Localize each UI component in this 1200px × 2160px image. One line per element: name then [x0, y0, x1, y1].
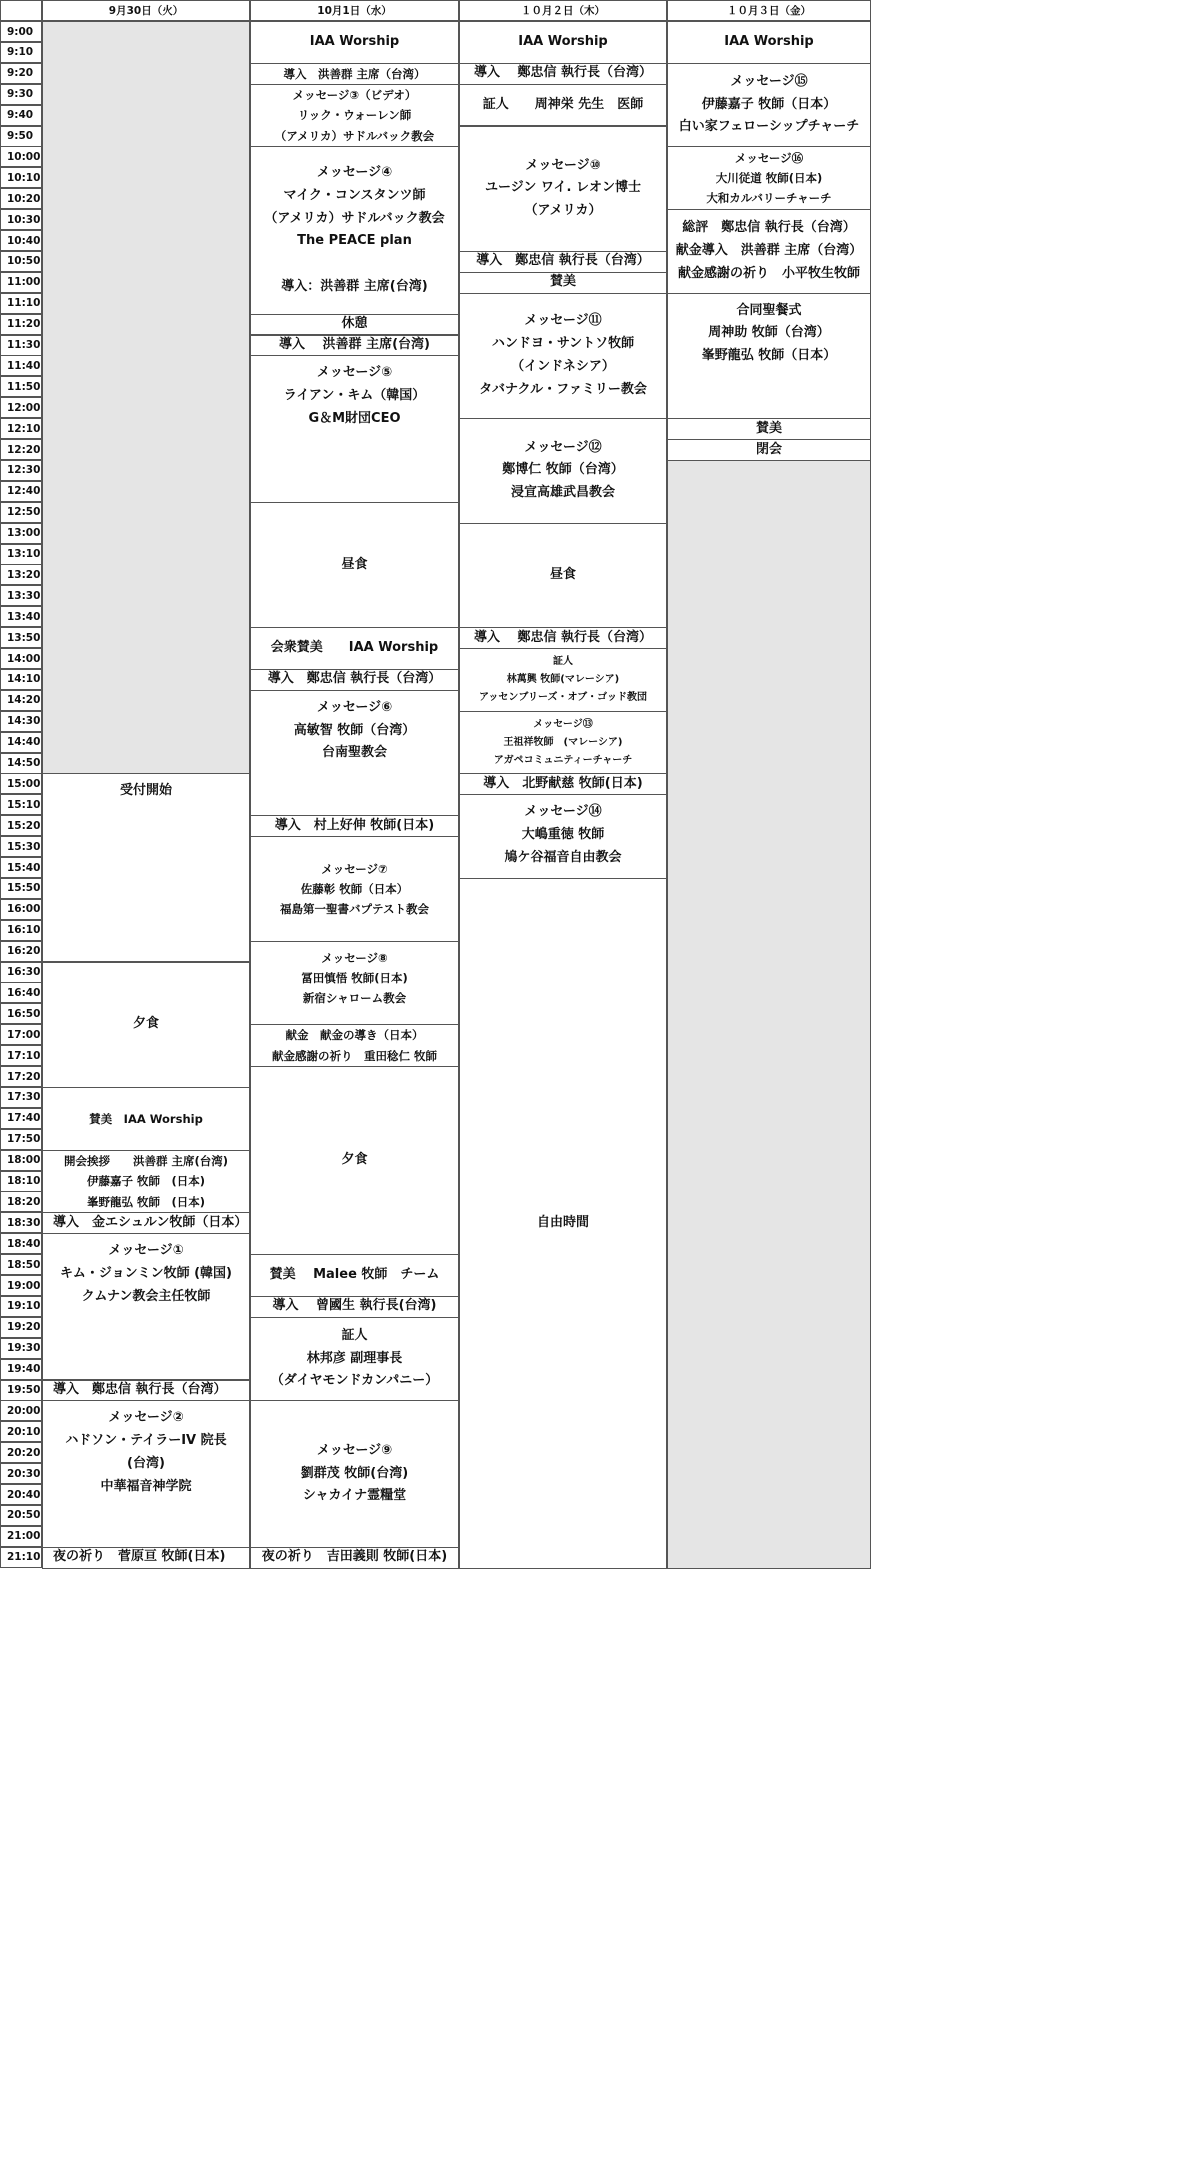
event-line: 証人 — [341, 1327, 368, 1343]
event-line: IAA Worship — [724, 34, 814, 50]
event-line: シャカイナ霊糧堂 — [302, 1488, 407, 1504]
event-line: 台南聖教会 — [321, 745, 387, 761]
schedule-event — [459, 84, 667, 127]
time-label: 9:20 — [0, 63, 42, 84]
event-line: メッセージ② — [108, 1410, 184, 1426]
time-label: 17:50 — [0, 1129, 42, 1150]
time-label: 14:10 — [0, 669, 42, 690]
event-line: 鳩ケ谷福音自由教会 — [504, 849, 622, 865]
time-label: 14:30 — [0, 711, 42, 732]
time-label: 21:00 — [0, 1526, 42, 1547]
schedule-event — [459, 272, 667, 294]
schedule-event — [250, 502, 459, 628]
schedule-event — [250, 84, 459, 148]
schedule-event — [459, 63, 667, 85]
event-line: メッセージ⑤ — [316, 365, 393, 381]
time-label: 15:10 — [0, 794, 42, 815]
time-label: 18:00 — [0, 1150, 42, 1171]
schedule-event — [250, 335, 459, 357]
time-label: 19:10 — [0, 1296, 42, 1317]
schedule-event — [667, 21, 871, 64]
day-header: 10月1日（水） — [250, 0, 459, 21]
schedule-event — [459, 794, 667, 879]
event-line: 高敏智 牧師（台湾） — [293, 722, 416, 738]
time-label: 13:00 — [0, 523, 42, 544]
schedule-event — [250, 1024, 459, 1067]
event-line: 新宿シャローム教会 — [302, 990, 407, 1005]
event-line: The PEACE plan — [297, 233, 412, 249]
time-label: 19:30 — [0, 1338, 42, 1359]
event-line: 休憩 — [341, 316, 368, 332]
time-label: 13:30 — [0, 585, 42, 606]
unscheduled-block — [667, 460, 871, 1569]
event-line: 周神助 牧師（台湾） — [708, 325, 830, 341]
schedule-event — [667, 293, 871, 419]
time-label: 11:20 — [0, 314, 42, 335]
time-label: 10:20 — [0, 188, 42, 209]
time-label: 19:50 — [0, 1380, 42, 1401]
schedule-event — [459, 418, 667, 524]
time-label: 17:20 — [0, 1066, 42, 1087]
time-label: 10:30 — [0, 209, 42, 230]
event-line: 総評 鄭忠信 執行長（台湾） — [682, 220, 856, 236]
event-line: 証人 — [553, 655, 573, 667]
event-line: ライアン・キム（韓国） — [283, 388, 426, 404]
schedule-event — [250, 941, 459, 1026]
time-label: 15:40 — [0, 857, 42, 878]
time-label: 18:20 — [0, 1191, 42, 1212]
time-label: 11:00 — [0, 272, 42, 293]
schedule-event — [250, 1400, 459, 1547]
event-line: （インドネシア） — [511, 358, 615, 374]
time-label: 14:50 — [0, 753, 42, 774]
event-line: メッセージ⑯ — [734, 151, 804, 166]
event-line: 王祖祥牧師 (マレーシア) — [503, 736, 623, 748]
event-line: ユージン ワイ. レオン博士 — [484, 180, 641, 196]
schedule-event — [459, 21, 667, 64]
schedule-event — [250, 146, 459, 314]
time-label: 12:50 — [0, 502, 42, 523]
time-label: 17:30 — [0, 1087, 42, 1108]
event-line: メッセージ① — [108, 1243, 184, 1259]
event-line: 昼食 — [341, 556, 368, 572]
event-line: 佐藤彰 牧師（日本） — [300, 881, 409, 896]
schedule-event — [667, 439, 871, 461]
time-label: 12:30 — [0, 460, 42, 481]
time-label: 11:50 — [0, 376, 42, 397]
event-line: メッセージ③（ビデオ） — [292, 88, 417, 103]
event-line: 導入 曾國生 執行長(台湾) — [272, 1298, 437, 1314]
event-line: 献金 献金の導き（日本） — [285, 1028, 424, 1043]
time-label: 18:10 — [0, 1171, 42, 1192]
event-line — [352, 253, 357, 276]
event-line: (台湾) — [127, 1455, 165, 1471]
event-line: クムナン教会主任牧師 — [81, 1288, 211, 1304]
time-label: 12:00 — [0, 397, 42, 418]
schedule-event — [459, 523, 667, 629]
time-label: 11:40 — [0, 355, 42, 376]
event-line: メッセージ⑮ — [730, 73, 808, 89]
time-label: 13:10 — [0, 544, 42, 565]
event-line: 中華福音神学院 — [100, 1478, 192, 1494]
event-line: メッセージ⑫ — [524, 439, 602, 455]
time-label: 9:00 — [0, 21, 42, 42]
time-label: 10:50 — [0, 251, 42, 272]
time-label: 18:30 — [0, 1212, 42, 1233]
schedule-event — [250, 669, 459, 691]
event-line: 受付開始 — [119, 783, 172, 799]
schedule-event — [459, 627, 667, 649]
schedule-event — [42, 773, 250, 962]
time-label: 13:50 — [0, 627, 42, 648]
event-line: 開会挨拶 洪善群 主席(台湾) — [63, 1154, 228, 1169]
event-line: 劉群茂 牧師(台湾) — [300, 1465, 409, 1481]
time-label: 13:20 — [0, 564, 42, 585]
schedule-event — [250, 1296, 459, 1318]
event-line: メッセージ⑬ — [533, 718, 593, 730]
event-line: 浸宣高雄武昌教会 — [510, 485, 615, 501]
schedule-event — [42, 1400, 250, 1547]
time-label: 15:00 — [0, 773, 42, 794]
schedule-event — [42, 1087, 250, 1151]
event-line: 証人 周神栄 先生 医師 — [482, 96, 644, 112]
schedule-event — [459, 878, 667, 1569]
schedule-event — [42, 962, 250, 1088]
time-label: 11:30 — [0, 335, 42, 356]
schedule-event — [667, 63, 871, 148]
event-line: メッセージ⑦ — [321, 861, 388, 876]
event-line: 導入 鄭忠信 執行長（台湾） — [476, 253, 650, 269]
event-line: 献金導入 洪善群 主席（台湾） — [675, 243, 863, 259]
event-line: 昼食 — [549, 566, 576, 582]
time-label: 17:10 — [0, 1045, 42, 1066]
time-label: 20:40 — [0, 1484, 42, 1505]
time-label: 20:50 — [0, 1505, 42, 1526]
event-line: 林邦彦 副理事長 — [306, 1350, 403, 1366]
schedule-event — [42, 1233, 250, 1380]
event-line: 賛美 Malee 牧師 チーム — [269, 1267, 440, 1283]
event-line: 夜の祈り 吉田義則 牧師(日本) — [261, 1549, 448, 1565]
event-line: 峯野龍弘 牧師（日本） — [701, 348, 837, 364]
schedule-event — [250, 21, 459, 64]
schedule-event — [42, 1380, 250, 1402]
time-label: 12:10 — [0, 418, 42, 439]
event-line: 白い家フェローシップチャーチ — [678, 119, 860, 135]
schedule-event — [459, 251, 667, 273]
time-label: 15:20 — [0, 815, 42, 836]
time-label: 17:00 — [0, 1024, 42, 1045]
event-line: 賛美 — [549, 274, 576, 290]
event-line: 鄭博仁 牧師（台湾） — [502, 462, 624, 478]
schedule-event — [667, 146, 871, 210]
time-label: 10:40 — [0, 230, 42, 251]
event-line: 献金感謝の祈り 重田稔仁 牧師 — [271, 1048, 437, 1063]
schedule-event — [42, 1547, 250, 1569]
event-line: メッセージ⑪ — [524, 313, 602, 329]
event-line: 閉会 — [755, 441, 782, 457]
event-line: 導入：洪善群 主席(台湾) — [281, 278, 428, 294]
event-line: 合同聖餐式 — [736, 302, 802, 318]
event-line: メッセージ④ — [316, 165, 393, 181]
time-label: 14:40 — [0, 732, 42, 753]
time-label: 13:40 — [0, 606, 42, 627]
time-label: 17:40 — [0, 1108, 42, 1129]
time-label: 16:40 — [0, 982, 42, 1003]
schedule-event — [459, 773, 667, 795]
event-line: 献金感謝の祈り 小平牧生牧師 — [677, 265, 860, 281]
schedule-event — [250, 1066, 459, 1255]
event-line: 大川従道 牧師(日本) — [715, 171, 823, 186]
time-label: 20:20 — [0, 1442, 42, 1463]
schedule-event — [459, 648, 667, 712]
event-line: 導入 北野献慈 牧師(日本) — [483, 775, 643, 791]
event-line: （アメリカ）サドルバック教会 — [264, 210, 445, 226]
schedule-event — [459, 126, 667, 252]
schedule-event — [459, 293, 667, 419]
time-label: 15:30 — [0, 836, 42, 857]
time-label: 18:40 — [0, 1233, 42, 1254]
time-label: 10:00 — [0, 146, 42, 167]
time-label: 19:00 — [0, 1275, 42, 1296]
corner-cell — [0, 0, 42, 21]
event-line: 導入 金エシュルン牧師（日本） — [53, 1214, 248, 1230]
schedule-event — [250, 314, 459, 336]
event-line: 夜の祈り 菅原亘 牧師(日本) — [53, 1549, 226, 1565]
time-label: 14:20 — [0, 690, 42, 711]
event-line: G＆M財団CEO — [308, 410, 401, 426]
time-label: 16:10 — [0, 920, 42, 941]
event-line: 大嶋重徳 牧師 — [521, 827, 605, 843]
event-line: 賛美 IAA Worship — [89, 1111, 203, 1126]
event-line: タバナクル・ファミリー教会 — [479, 381, 647, 397]
time-label: 20:10 — [0, 1421, 42, 1442]
time-label: 21:10 — [0, 1547, 42, 1568]
schedule-event — [250, 627, 459, 670]
event-line: IAA Worship — [309, 34, 400, 50]
schedule-event — [250, 1547, 459, 1569]
schedule-event — [667, 418, 871, 440]
event-line: IAA Worship — [518, 34, 608, 50]
time-label: 12:20 — [0, 439, 42, 460]
schedule-event — [250, 355, 459, 502]
event-line: 導入 洪善群 主席（台湾） — [283, 66, 426, 81]
event-line: 夕食 — [341, 1152, 368, 1168]
event-line: ハンドヨ・サントソ牧師 — [491, 336, 635, 352]
event-line: ハドソン・テイラーIV 院長 — [65, 1433, 227, 1449]
time-label: 16:20 — [0, 941, 42, 962]
time-label: 16:30 — [0, 962, 42, 983]
schedule-event — [250, 836, 459, 942]
time-label: 20:30 — [0, 1463, 42, 1484]
schedule-event — [42, 1150, 250, 1214]
event-line: 大和カルバリーチャーチ — [706, 191, 832, 206]
time-label: 19:20 — [0, 1317, 42, 1338]
event-line: アッセンブリーズ・オブ・ゴッド教団 — [479, 691, 647, 703]
time-label: 12:40 — [0, 481, 42, 502]
event-line: 自由時間 — [536, 1214, 589, 1230]
event-line: （アメリカ） — [524, 203, 602, 219]
event-line: 林萬興 牧師(マレーシア) — [506, 673, 620, 685]
time-label: 18:50 — [0, 1254, 42, 1275]
day-header: 9月30日（火） — [42, 0, 250, 21]
event-line: 導入 鄭忠信 執行長（台湾） — [473, 629, 653, 645]
event-line: メッセージ⑭ — [524, 804, 602, 820]
event-line: 伊藤嘉子 牧師（日本） — [701, 96, 837, 112]
event-line: アガペコミュニティーチャーチ — [493, 754, 633, 766]
time-label: 9:50 — [0, 126, 42, 147]
schedule-event — [42, 1212, 250, 1234]
event-line: 導入 鄭忠信 執行長（台湾） — [53, 1382, 227, 1398]
time-label: 16:00 — [0, 899, 42, 920]
time-label: 19:40 — [0, 1359, 42, 1380]
time-label: 9:40 — [0, 105, 42, 126]
event-line: リック・ウォーレン師 — [297, 108, 412, 123]
schedule-event — [250, 1317, 459, 1402]
time-label: 10:10 — [0, 167, 42, 188]
time-label: 20:00 — [0, 1400, 42, 1421]
event-line: 導入 洪善群 主席(台湾) — [279, 337, 430, 353]
schedule-event — [667, 209, 871, 294]
event-line: 会衆賛美 IAA Worship — [270, 640, 439, 656]
schedule-event — [250, 1254, 459, 1297]
schedule-event — [250, 815, 459, 837]
time-label: 16:50 — [0, 1003, 42, 1024]
event-line: メッセージ⑧ — [321, 950, 388, 965]
event-line: メッセージ⑥ — [316, 699, 393, 715]
event-line: 賛美 — [755, 420, 782, 436]
event-line: 導入 村上好伸 牧師(日本) — [274, 817, 435, 833]
time-label: 14:00 — [0, 648, 42, 669]
event-line: （アメリカ）サドルバック教会 — [274, 128, 435, 143]
event-line: マイク・コンスタンツ師 — [283, 187, 426, 203]
time-label: 9:10 — [0, 42, 42, 63]
event-line: 冨田慎悟 牧師(日本) — [301, 970, 408, 985]
event-line: 峯野龍弘 牧師 (日本) — [86, 1194, 205, 1209]
event-line: 福島第一聖書バプテスト教会 — [279, 901, 430, 916]
event-line: 夕食 — [132, 1016, 159, 1032]
schedule-event — [459, 711, 667, 775]
event-line: 導入 鄭忠信 執行長（台湾） — [473, 65, 653, 81]
time-label: 15:50 — [0, 878, 42, 899]
time-label: 11:10 — [0, 293, 42, 314]
event-line: （ダイヤモンドカンパニー） — [270, 1373, 439, 1389]
time-label: 9:30 — [0, 84, 42, 105]
event-line: キム・ジョンミン牧師 (韓国) — [59, 1265, 233, 1281]
event-line: 導入 鄭忠信 執行長（台湾） — [267, 671, 442, 687]
day-header: １０月２日（木） — [459, 0, 667, 21]
event-line: メッセージ⑩ — [525, 157, 601, 173]
schedule-event — [250, 690, 459, 816]
event-line: 伊藤嘉子 牧師 (日本) — [86, 1174, 205, 1189]
event-line: メッセージ⑨ — [316, 1442, 393, 1458]
unscheduled-block — [42, 21, 250, 774]
day-header: １０月３日（金） — [667, 0, 871, 21]
schedule-event — [250, 63, 459, 85]
